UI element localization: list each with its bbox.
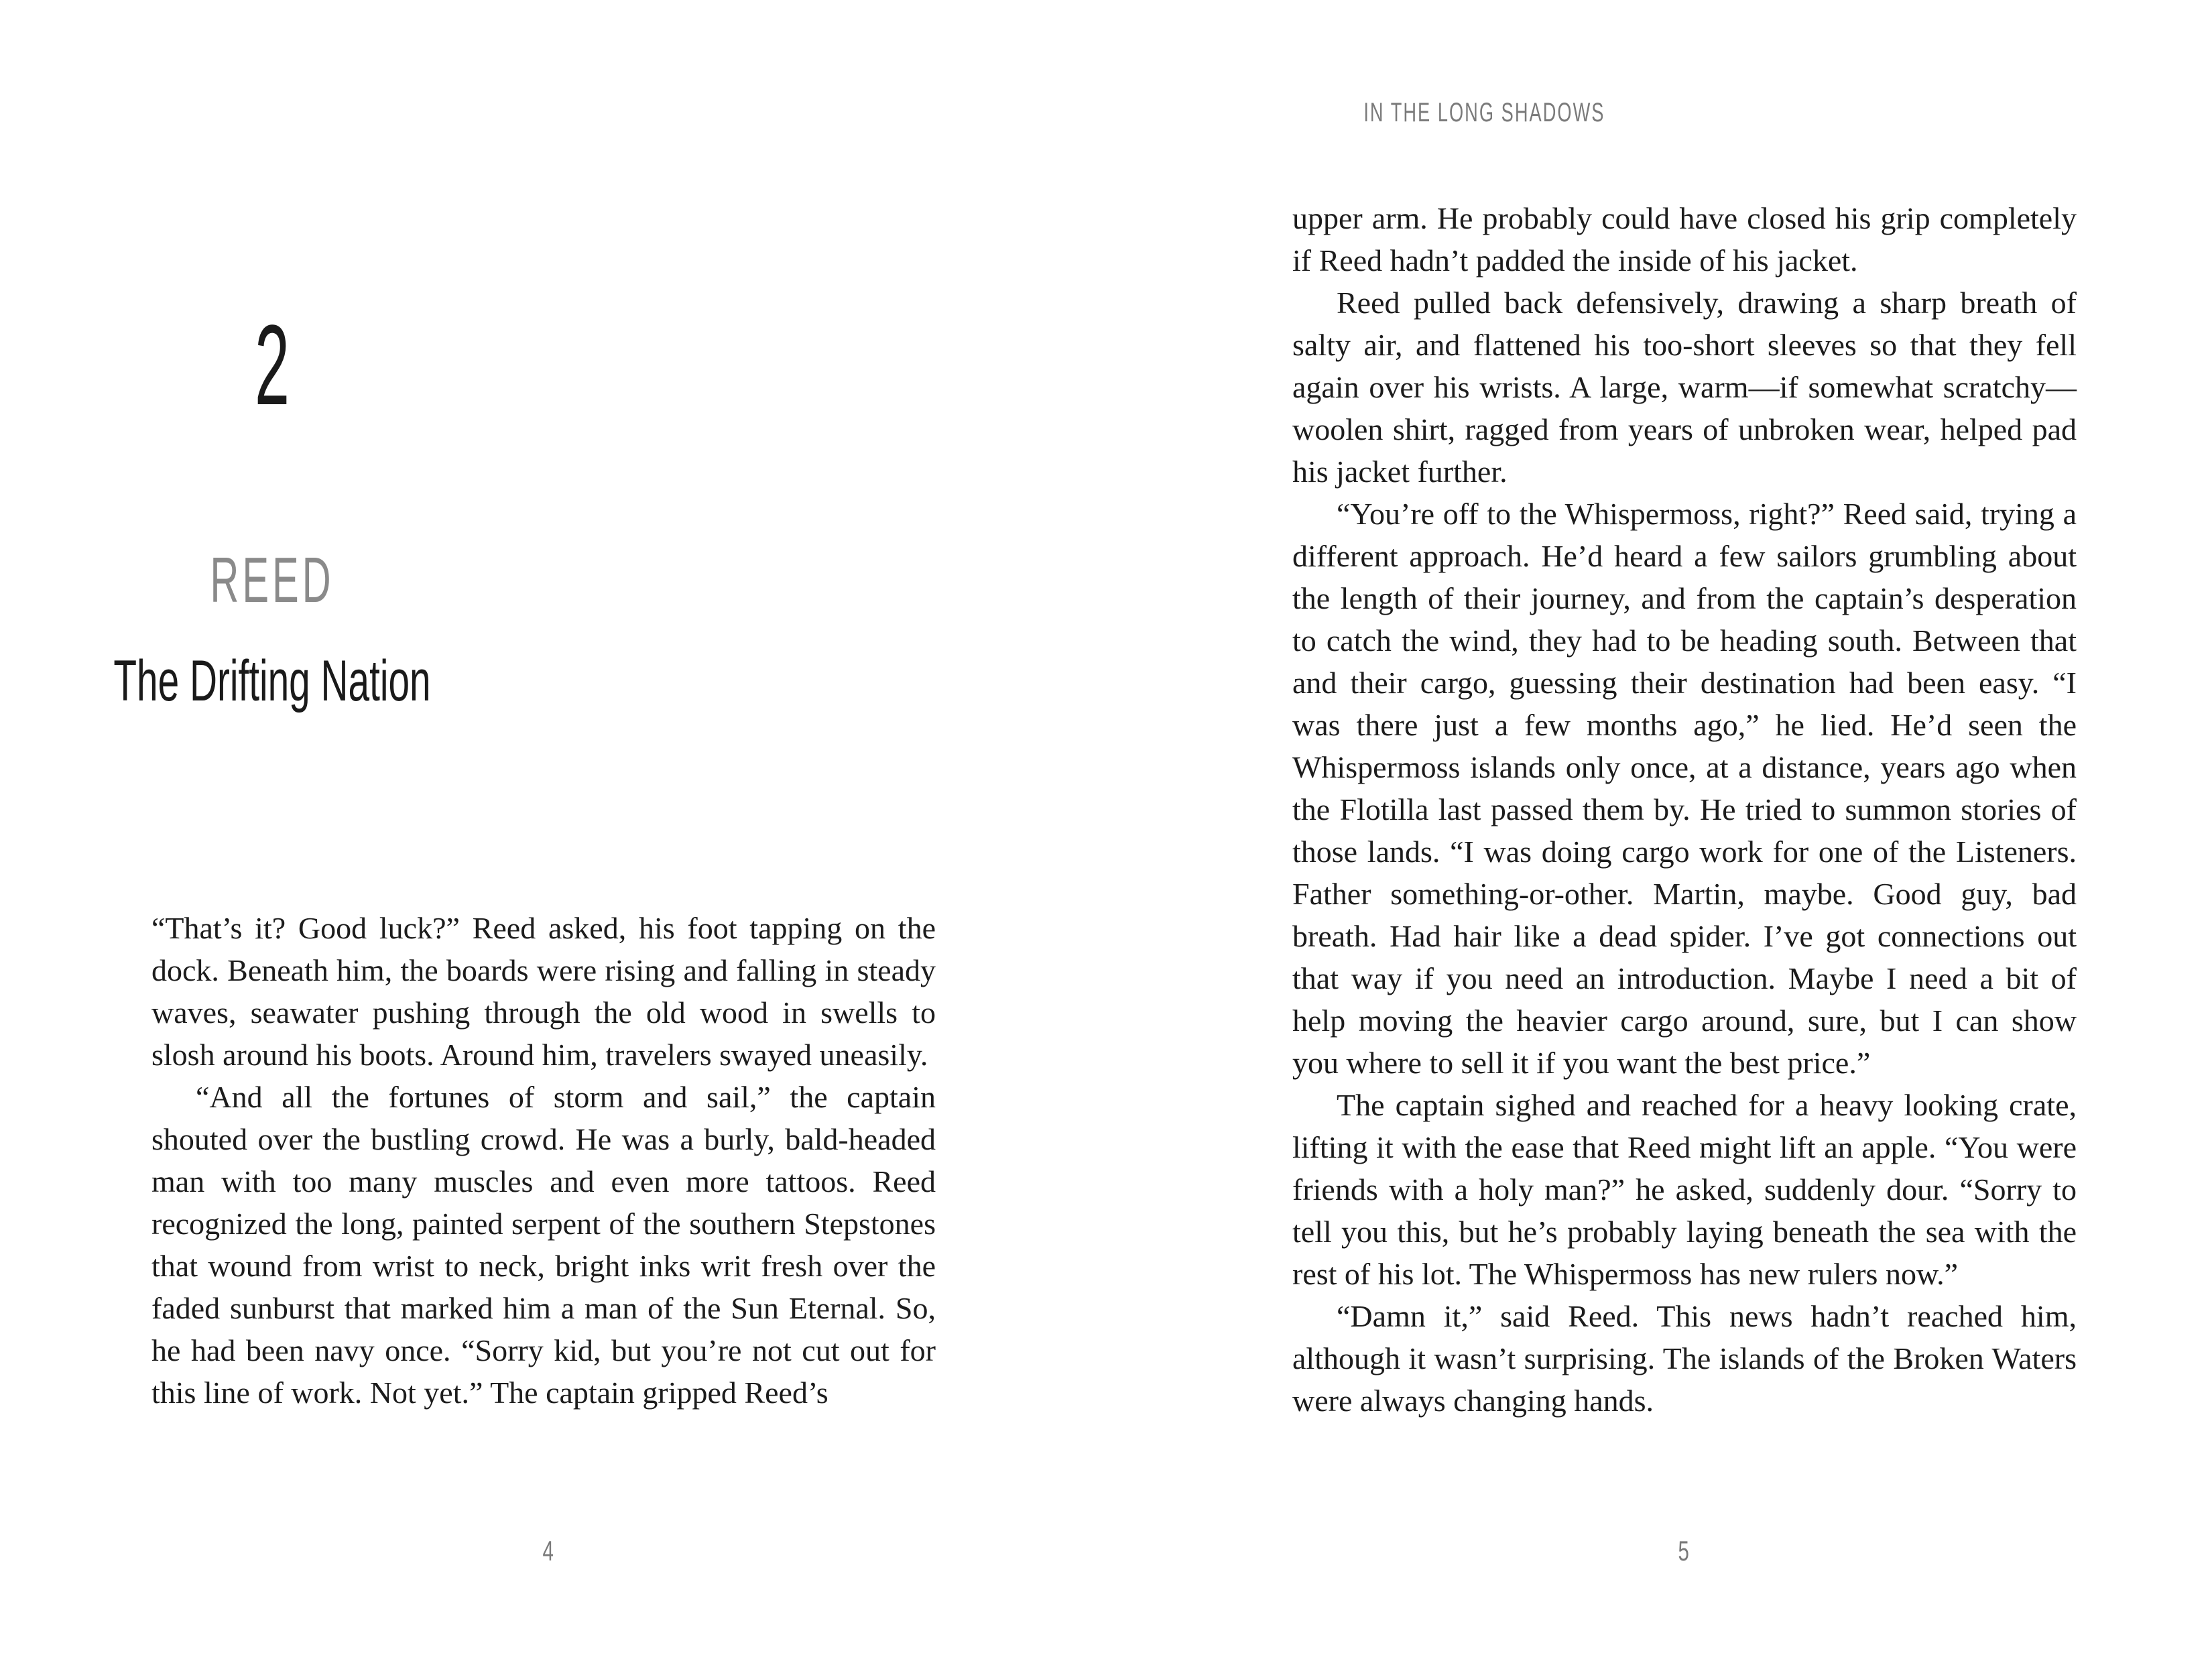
paragraph: upper arm. He probably could have closed his grip completely if Reed hadn’t padded the inside of his jacket. xyxy=(1292,201,2077,278)
page-number-right: 5 xyxy=(1678,1535,1689,1566)
paragraph: “Damn it,” said Reed. This news hadn’t reached him, although it wasn’t surprising. The islands of the Broken Waters were always changing hands. xyxy=(1292,1299,2077,1418)
running-head: IN THE LONG SHADOWS xyxy=(1363,98,1605,127)
paragraph: “That’s it? Good luck?” Reed asked, his foot tapping on the dock. Beneath him, the boards were rising and falling in steady waves, seawater pushing through the old wood in swells to slosh around his boots. Around him, travelers swayed uneasily. xyxy=(151,911,936,1072)
paragraph: “You’re off to the Whispermoss, right?” Reed said, trying a different approach. He’d heard a few sailors grumbling about the length of their journey, and from the captain’s desperation to catch the wind, they had to be heading south. Between that and their cargo, guessing their destination had been easy. “I was there just a few months ago,” he lied. He’d seen the Whispermoss islands only once, at a distance, years ago when the Flotilla last passed them by. He tried to summon stories of those lands. “I was doing cargo work for one of the Listeners. Father something-or-other. Martin, maybe. Good guy, bad breath. Had hair like a dead spider. I’ve got connections out that way if you need an introduction. Maybe I need a bit of help moving the heavier cargo around, sure, but I can show you where to sell it if you want the best price.” xyxy=(1292,497,2077,1080)
right-page-body xyxy=(1292,197,2077,1422)
paragraph: “And all the fortunes of storm and sail,” the captain shouted over the bustling crowd. He was a burly, bald-headed man with too many muscles and even more tattoos. Reed recognized the long, painted serpent of the southern Stepstones that wound from wrist to neck, bright inks writ fresh over the faded sunburst that marked him a man of the Sun Eternal. So, he had been navy once. “Sorry kid, but you’re not cut out for this line of work. Not yet.” The captain gripped Reed’s xyxy=(151,1080,936,1410)
right-page xyxy=(1106,0,2212,1659)
left-page-body xyxy=(151,907,936,1414)
chapter-pov-heading: REED xyxy=(210,544,334,616)
page-number-left: 4 xyxy=(542,1535,554,1566)
chapter-title: The Drifting Nation xyxy=(113,649,431,713)
chapter-number: 2 xyxy=(254,302,290,429)
paragraph: Reed pulled back defensively, drawing a sharp breath of salty air, and flattened his too-short sleeves so that they fell again over his wrists. A large, warm—if somewhat scratchy—woolen shirt, ragged from years of unbroken wear, helped pad his jacket further. xyxy=(1292,286,2077,489)
paragraph: The captain sighed and reached for a heavy looking crate, lifting it with the ease that Reed might lift an apple. “You were friends with a holy man?” he asked, suddenly dour. “Sorry to tell you this, but he’s probably laying beneath the sea with the rest of his lot. The Whispermoss has new rulers now.” xyxy=(1292,1088,2077,1291)
